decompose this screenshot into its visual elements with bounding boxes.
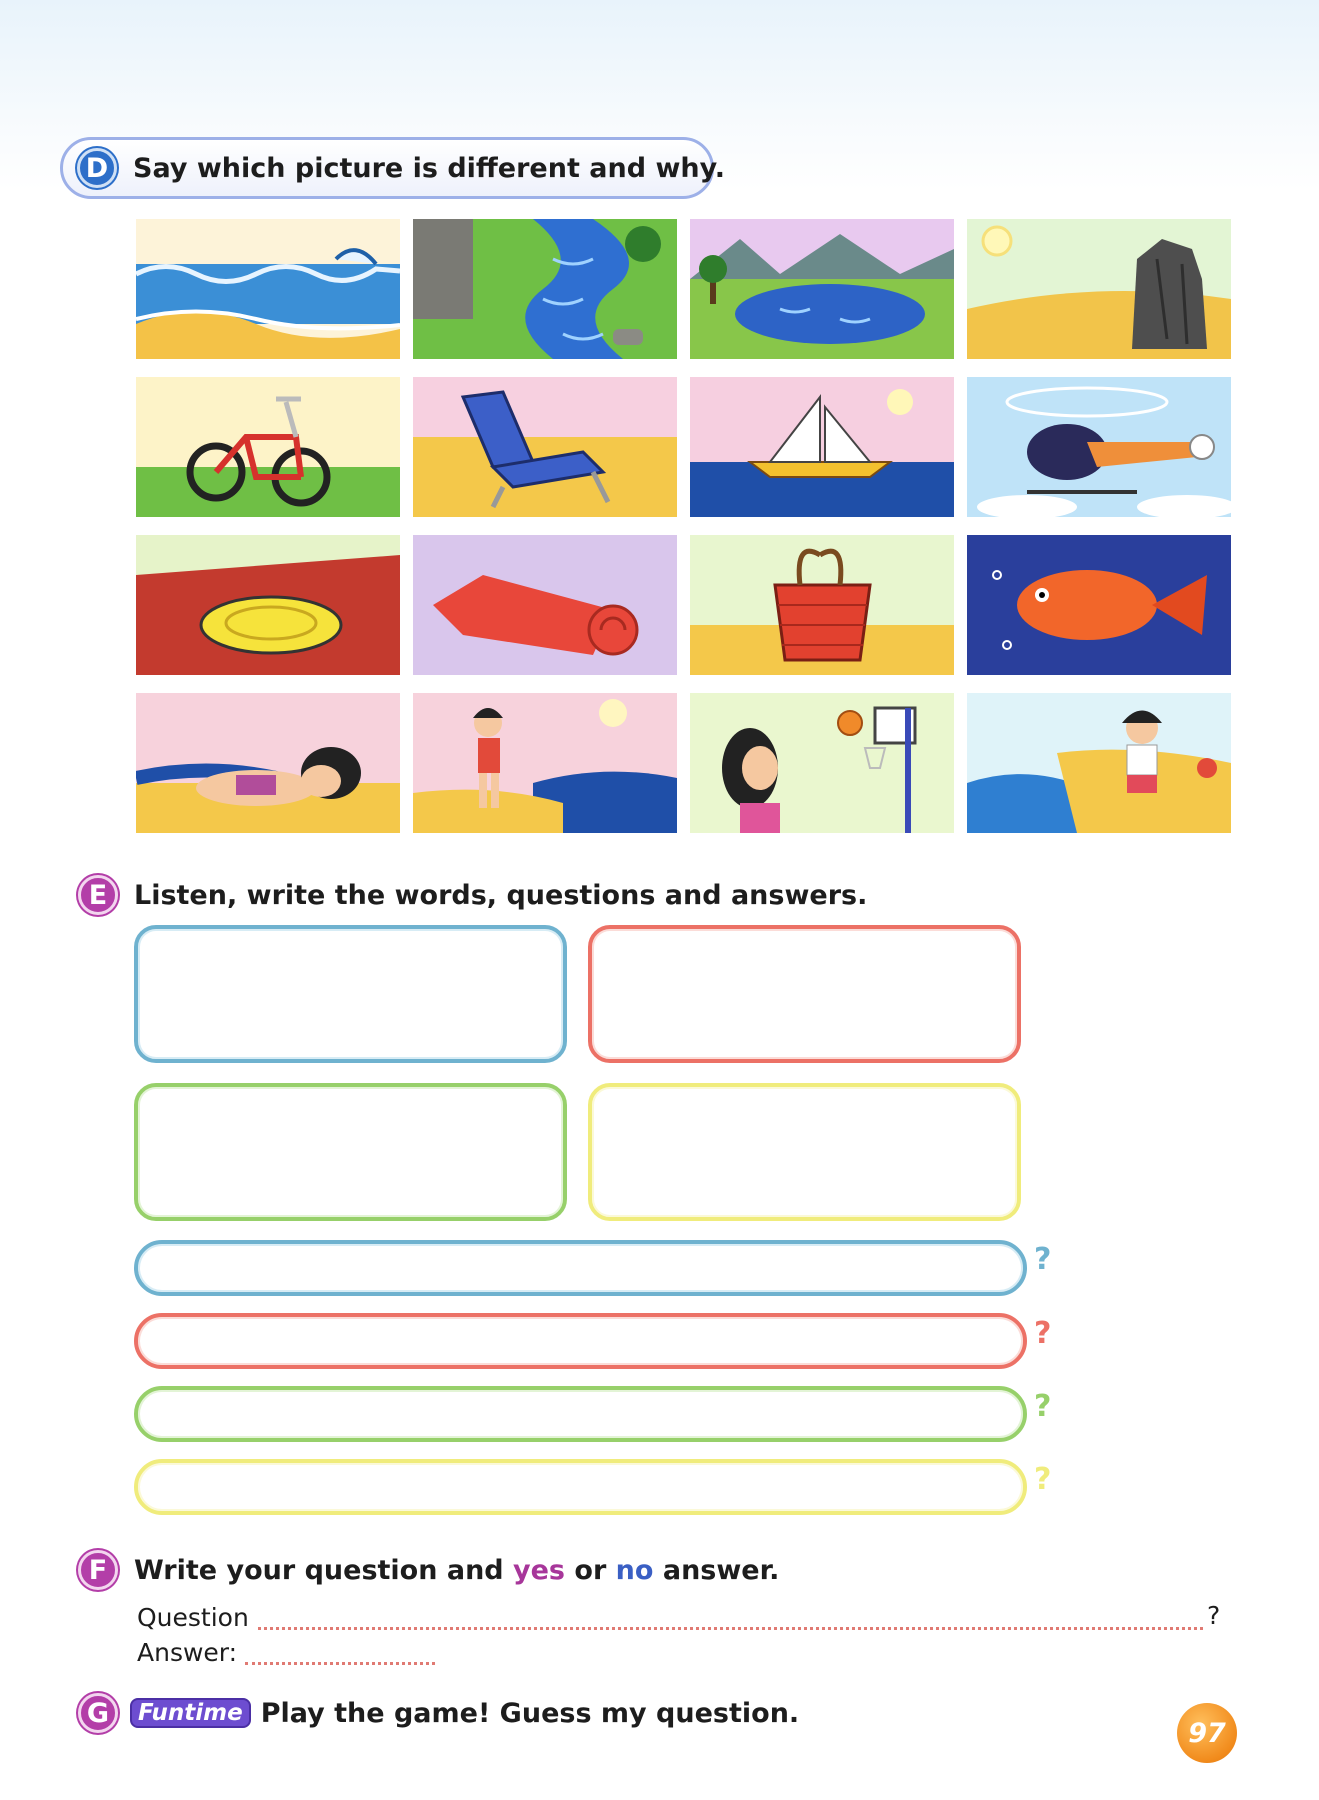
boat-image xyxy=(690,377,954,517)
word-box-3[interactable] xyxy=(134,1083,567,1221)
picture-fish[interactable] xyxy=(967,535,1231,675)
picture-sea[interactable] xyxy=(136,219,400,359)
question-label: Question xyxy=(137,1603,249,1632)
question-mark-4: ? xyxy=(1034,1462,1052,1497)
answer-label: Answer: xyxy=(137,1638,238,1667)
basketball-image xyxy=(690,693,954,833)
question-mark-2: ? xyxy=(1034,1316,1052,1351)
helicopter-image xyxy=(967,377,1231,517)
picture-girl-on-beach[interactable] xyxy=(413,693,677,833)
question-line-4[interactable] xyxy=(134,1459,1027,1515)
beach-chair-image xyxy=(413,377,677,517)
funtime-badge: Funtime xyxy=(130,1698,251,1728)
picture-river[interactable] xyxy=(413,219,677,359)
word-box-4[interactable] xyxy=(588,1083,1021,1221)
question-line-3[interactable] xyxy=(134,1386,1027,1442)
sea-image xyxy=(136,219,400,359)
section-g-heading xyxy=(78,1693,799,1733)
section-d-heading xyxy=(77,148,725,188)
picture-girl-with-shells[interactable] xyxy=(967,693,1231,833)
bag-image xyxy=(690,535,954,675)
bike-image xyxy=(136,377,400,517)
plate-image xyxy=(136,535,400,675)
picture-bag[interactable] xyxy=(690,535,954,675)
question-mark-3: ? xyxy=(1034,1389,1052,1424)
lake-image xyxy=(690,219,954,359)
question-write-line[interactable] xyxy=(258,1627,1203,1630)
picture-grid xyxy=(136,219,1231,833)
section-f-text-end: answer. xyxy=(653,1554,780,1586)
river-image xyxy=(413,219,677,359)
picture-boat[interactable] xyxy=(690,377,954,517)
picture-bike[interactable] xyxy=(136,377,400,517)
or-word: or xyxy=(565,1554,616,1586)
section-g-letter: G xyxy=(78,1693,118,1733)
girl-on-beach-image xyxy=(413,693,677,833)
page-number: 97 xyxy=(1177,1703,1237,1763)
fish-image xyxy=(967,535,1231,675)
picture-helicopter[interactable] xyxy=(967,377,1231,517)
section-d-letter: D xyxy=(77,148,117,188)
girl-with-shells-image xyxy=(967,693,1231,833)
section-d-instruction: Say which picture is different and why. xyxy=(133,152,725,184)
section-e-instruction: Listen, write the words, questions and answers. xyxy=(134,879,868,911)
question-line-1[interactable] xyxy=(134,1240,1027,1296)
rock-image xyxy=(967,219,1231,359)
picture-plate[interactable] xyxy=(136,535,400,675)
picture-sleeping-girl[interactable] xyxy=(136,693,400,833)
picture-lake[interactable] xyxy=(690,219,954,359)
picture-beach-chair[interactable] xyxy=(413,377,677,517)
section-f-letter: F xyxy=(78,1550,118,1590)
word-box-2[interactable] xyxy=(588,925,1021,1063)
question-end-mark: ? xyxy=(1207,1601,1221,1630)
section-e-letter: E xyxy=(78,875,118,915)
section-f-text-start: Write your question and xyxy=(134,1554,514,1586)
answer-write-line[interactable] xyxy=(245,1662,435,1665)
picture-rock[interactable] xyxy=(967,219,1231,359)
section-e-heading xyxy=(78,875,867,915)
question-line-2[interactable] xyxy=(134,1313,1027,1369)
section-f-instruction xyxy=(134,1555,779,1586)
section-g-instruction: Play the game! Guess my question. xyxy=(260,1697,800,1729)
picture-basketball[interactable] xyxy=(690,693,954,833)
question-mark-1: ? xyxy=(1034,1242,1052,1277)
section-f-heading xyxy=(78,1550,779,1590)
towel-image xyxy=(413,535,677,675)
sleeping-girl-image xyxy=(136,693,400,833)
picture-towel[interactable] xyxy=(413,535,677,675)
no-word: no xyxy=(615,1554,654,1586)
word-box-1[interactable] xyxy=(134,925,567,1063)
yes-word: yes xyxy=(513,1554,565,1586)
